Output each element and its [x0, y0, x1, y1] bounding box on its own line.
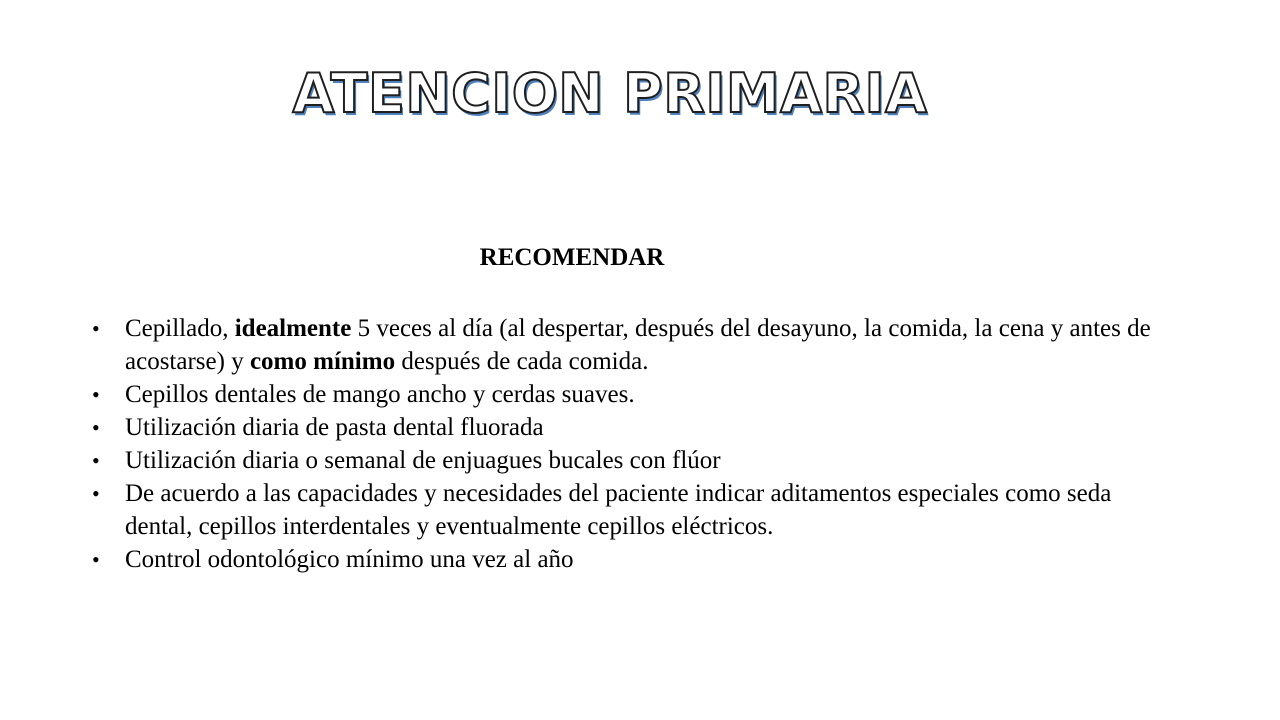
- list-item: [92, 378, 1172, 411]
- item-text: De acuerdo a las capacidades y necesidades del paciente indicar aditamentos especiales como seda dental, cepillos interdentales y eventualmente cepillos eléctricos.: [125, 480, 1112, 540]
- list-item: [92, 312, 1172, 378]
- item-text: Utilización diaria de pasta dental fluorada: [125, 414, 544, 441]
- bullet-icon: •: [92, 316, 100, 341]
- bullet-icon: •: [92, 481, 100, 506]
- bullet-icon: •: [92, 415, 100, 440]
- bullet-icon: •: [92, 547, 100, 572]
- list-item: [92, 543, 1172, 576]
- bullet-icon: •: [92, 448, 100, 473]
- item-text: Utilización diaria o semanal de enjuagues bucales con flúor: [125, 447, 721, 474]
- item-emphasis: idealmente: [234, 315, 352, 342]
- item-text: Control odontológico mínimo una vez al año: [125, 546, 574, 573]
- item-text: Cepillado,: [125, 315, 235, 342]
- list-item: [92, 477, 1172, 543]
- section-heading: RECOMENDAR: [479, 244, 665, 271]
- item-text: 5 veces al día (al despertar, después del desayuno, la comida, la cena y antes de acostarse) y: [125, 315, 1151, 375]
- list-item: [92, 411, 1172, 444]
- item-text: Cepillos dentales de mango ancho y cerdas suaves.: [125, 381, 635, 408]
- slide-title: ATENCION PRIMARIA: [292, 62, 928, 125]
- list-item: [92, 444, 1172, 477]
- item-emphasis: como mínimo: [249, 348, 396, 375]
- bullet-icon: •: [92, 382, 100, 407]
- item-text: después de cada comida.: [395, 348, 649, 375]
- recommendations-list: [92, 312, 1172, 576]
